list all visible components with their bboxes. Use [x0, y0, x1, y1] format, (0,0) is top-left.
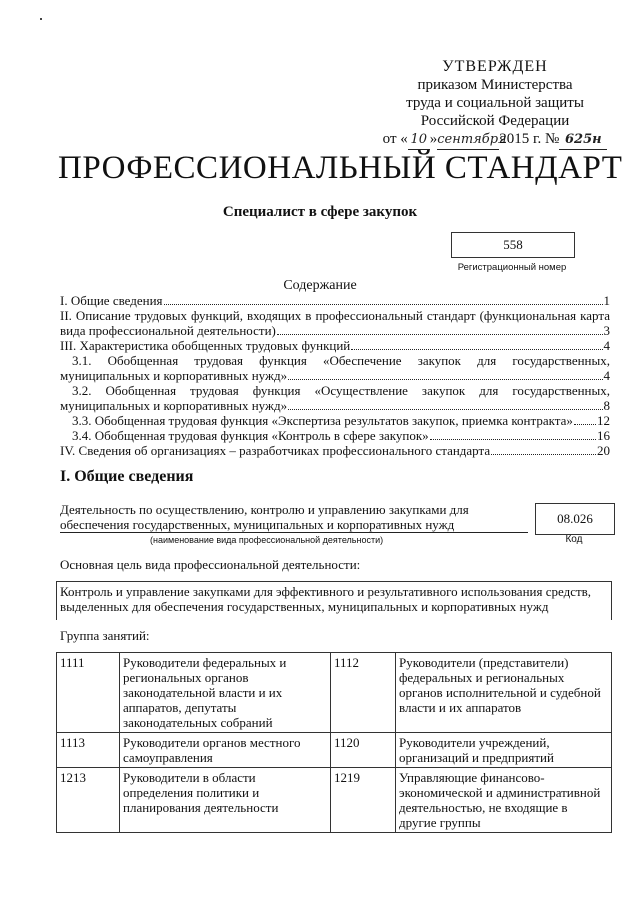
goal-line: выделенных для обеспечения государственных, муниципальных и корпоративных нужд [60, 599, 549, 614]
activity-caption: (наименование вида профессиональной деятельности) [150, 535, 384, 545]
toc-item-page: 16 [597, 428, 610, 443]
handwritten-month: сентября [437, 131, 499, 150]
handwritten-order-number: 625н [559, 131, 607, 150]
toc-item-page: 12 [597, 413, 610, 428]
group-code: 1112 [331, 653, 396, 733]
toc-item-text: IV. Сведения об организациях – разработчиках профессионального стандарта [60, 443, 491, 458]
toc-leader [288, 409, 602, 410]
group-name: Руководители органов местного самоуправления [120, 733, 331, 768]
scan-speck [40, 18, 42, 20]
activity-code-box: 08.026 [535, 503, 615, 535]
toc-item[interactable] [60, 443, 610, 458]
toc-leader [277, 334, 603, 335]
date-year: 2015 г. № [499, 131, 560, 147]
group-code: 1113 [57, 733, 120, 768]
goal-label: Основная цель вида профессиональной деятельности: [60, 557, 361, 572]
toc-item-page: 20 [597, 443, 610, 458]
registration-number-box: 558 [451, 232, 575, 258]
toc-item-text: муниципальных и корпоративных нужд» [60, 398, 288, 413]
toc-item[interactable] [60, 428, 610, 443]
toc-item-text: вида профессиональной деятельности) [60, 323, 276, 338]
toc-item[interactable] [60, 368, 610, 383]
toc-item-line1[interactable]: 3.2. Обобщенная трудовая функция «Осуществление закупок для государственных, [72, 383, 610, 398]
toc-item-page: 8 [603, 398, 610, 413]
goal-line: Контроль и управление закупками для эффективного и результативного использования средств, [60, 584, 592, 599]
toc-leader [430, 439, 596, 440]
group-name: Руководители учреждений, организаций и предприятий [396, 733, 612, 768]
section-heading: I. Общие сведения [60, 468, 194, 485]
toc-item-text: I. Общие сведения [60, 293, 163, 308]
toc-item[interactable] [60, 398, 610, 413]
toc-item-line1[interactable]: II. Описание трудовых функций, входящих в профессиональный стандарт (функциональная карта [60, 308, 610, 323]
group-name: Управляющие финансово-экономической и административной деятельностью, не входящие в другие группы [396, 768, 612, 833]
group-code: 1219 [331, 768, 396, 833]
approval-line: труда и социальной защиты [406, 95, 584, 111]
toc-item[interactable] [60, 413, 610, 428]
toc-item-line1[interactable]: 3.1. Обобщенная трудовая функция «Обеспечение закупок для государственных, [72, 353, 610, 368]
toc-item-text: 3.3. Обобщенная трудовая функция «Экспертиза результатов закупок, приемка контракта» [72, 413, 573, 428]
toc-item-text: муниципальных и корпоративных нужд» [60, 368, 288, 383]
activity-name [60, 502, 500, 532]
toc-item-text: III. Характеристика обобщенных трудовых функций [60, 338, 351, 353]
table-of-contents [60, 293, 610, 458]
group-name: Руководители (представители) федеральных и региональных органов исполнительной и судебной власти и их аппаратов [396, 653, 612, 733]
toc-leader [491, 454, 596, 455]
approval-title: УТВЕРЖДЕН [442, 58, 548, 75]
date-prefix: от « [382, 131, 408, 147]
activity-line: обеспечения государственных, муниципальных и корпоративных нужд [60, 517, 455, 532]
toc-item[interactable] [60, 338, 610, 353]
page-subtitle: Специалист в сфере закупок [222, 204, 418, 220]
toc-item-page: 4 [603, 338, 610, 353]
toc-item[interactable] [60, 293, 610, 308]
toc-item-page: 4 [603, 368, 610, 383]
toc-leader [164, 304, 603, 305]
group-code: 1213 [57, 768, 120, 833]
occupation-groups-table [56, 652, 612, 833]
toc-item-text: 3.4. Обобщенная трудовая функция «Контроль в сфере закупок» [72, 428, 429, 443]
activity-line: Деятельность по осуществлению, контролю и управлению закупками для [60, 502, 469, 517]
group-code: 1120 [331, 733, 396, 768]
activity-code-label: Код [565, 534, 583, 545]
approval-line: Российской Федерации [420, 113, 570, 129]
approval-block [380, 58, 610, 150]
toc-heading: Содержание [283, 278, 357, 293]
registration-number-label: Регистрационный номер [457, 262, 567, 273]
table-row [57, 768, 612, 833]
group-label: Группа занятий: [60, 628, 150, 643]
group-name: Руководители в области определения политики и планирования деятельности [120, 768, 331, 833]
approval-line: приказом Министерства [417, 77, 573, 93]
goal-box [56, 581, 612, 620]
toc-item-page: 3 [603, 323, 610, 338]
group-name: Руководители федеральных и региональных органов законодательной власти и их аппаратов, депутаты законодательных собраний [120, 653, 331, 733]
activity-underline [60, 532, 528, 533]
page-title: ПРОФЕССИОНАЛЬНЫЙ СТАНДАРТ [58, 150, 623, 186]
toc-leader [288, 379, 602, 380]
date-mid: » [429, 131, 438, 147]
toc-item[interactable] [60, 323, 610, 338]
handwritten-day: 10 [408, 131, 430, 150]
toc-leader [574, 424, 596, 425]
table-row [57, 733, 612, 768]
table-row [57, 653, 612, 733]
group-code: 1111 [57, 653, 120, 733]
approval-date-line [380, 130, 610, 150]
toc-leader [351, 349, 602, 350]
toc-item-page: 1 [603, 293, 610, 308]
